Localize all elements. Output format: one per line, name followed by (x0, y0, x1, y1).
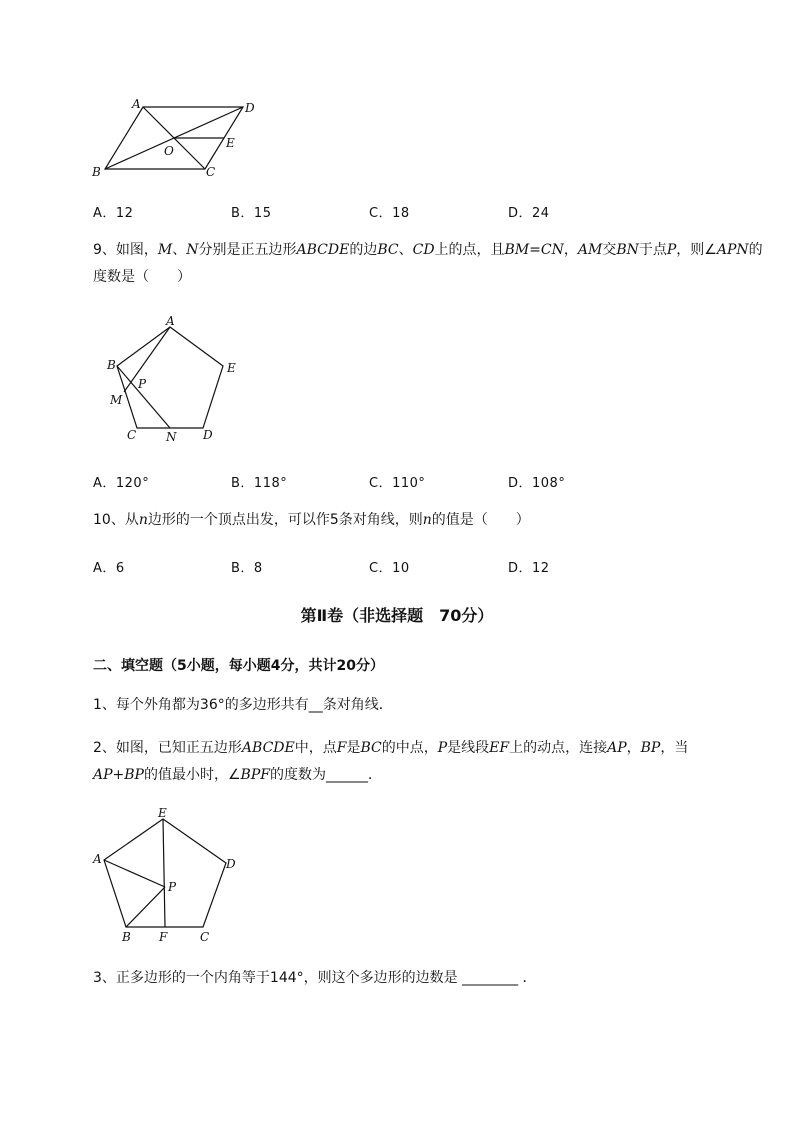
label-d: D (203, 428, 213, 442)
label-d: D (226, 857, 236, 871)
label-d: D (245, 101, 255, 115)
figure-parallelogram (88, 95, 268, 183)
q9-option-d[interactable]: D．108° (508, 476, 566, 491)
label-e: E (226, 136, 235, 150)
q10-option-a[interactable]: A．6 (93, 561, 125, 576)
q9-option-c[interactable]: C．110° (369, 476, 426, 491)
label-o: O (164, 144, 174, 158)
q8-option-d[interactable]: D．24 (508, 206, 550, 221)
segment-ap (104, 860, 165, 887)
fill-q2-line2: AP+BP的值最小时，∠BPF的度数为______． (93, 767, 382, 783)
label-b: B (92, 165, 101, 179)
fill-q1: 1、每个外角都为36°的多边形共有__条对角线． (93, 697, 393, 713)
label-c: C (206, 165, 216, 179)
label-e: E (227, 361, 236, 375)
label-b: B (122, 930, 131, 944)
q10-option-d[interactable]: D．12 (508, 561, 550, 576)
section2-heading: 二、填空题（5小题，每小题4分，共计20分） (93, 658, 384, 674)
label-f: F (159, 930, 168, 944)
label-a: A (93, 852, 102, 866)
q10-option-c[interactable]: C．10 (369, 561, 410, 576)
label-p: P (138, 377, 147, 391)
q10-stem: 10、从n边形的一个顶点出发，可以作5条对角线，则n的值是（ ） (93, 512, 530, 528)
figure-pentagon-q9 (104, 310, 244, 450)
label-a: A (166, 314, 175, 328)
label-p: P (168, 880, 177, 894)
part2-title: 第Ⅱ卷（非选择题 70分） (300, 606, 494, 625)
fill-q2-line1: 2、如图，已知正五边形ABCDE中，点F是BC的中点，P是线段EF上的动点，连接AP，BP，当 (93, 740, 689, 756)
label-n: N (166, 430, 177, 444)
label-e: E (158, 806, 167, 820)
figure-pentagon-f2 (88, 805, 248, 950)
q8-option-b[interactable]: B．15 (231, 206, 272, 221)
label-c: C (200, 930, 210, 944)
q10-option-b[interactable]: B．8 (231, 561, 263, 576)
label-a: A (132, 97, 141, 111)
segment-bn (117, 366, 170, 428)
label-c: C (127, 428, 137, 442)
q8-option-a[interactable]: A．12 (93, 206, 134, 221)
q9-option-a[interactable]: A．120° (93, 476, 150, 491)
label-b: B (107, 358, 116, 372)
q8-option-c[interactable]: C．18 (369, 206, 410, 221)
q9-stem-line2: 度数是（ ） (93, 269, 191, 285)
segment-bp (126, 887, 165, 927)
segment-ef (163, 819, 165, 927)
label-m: M (110, 393, 123, 407)
pentagon-abcde (117, 327, 223, 428)
q9-stem: 9、如图，M、N分别是正五边形ABCDE的边BC、CD上的点，且BM=CN，AM交BN于点P，则∠APN的 (93, 242, 763, 258)
q9-option-b[interactable]: B．118° (231, 476, 288, 491)
fill-q3: 3、正多边形的一个内角等于144°，则这个多边形的边数是 ________ ． (93, 970, 537, 986)
